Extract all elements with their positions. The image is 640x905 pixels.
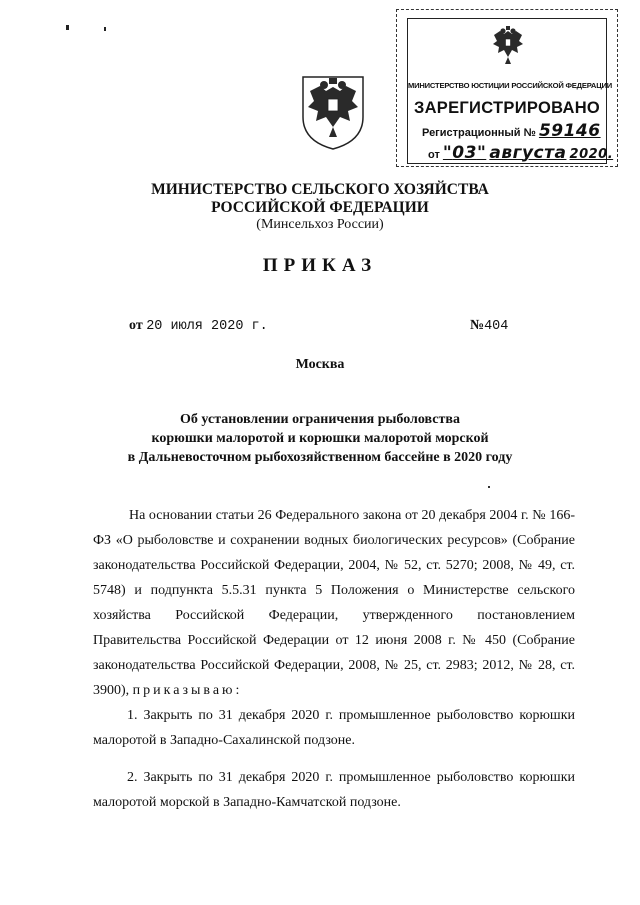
order-item-1: 1. Закрыть по 31 декабря 2020 г. промышленное рыболовство корюшки малоротой в Западно-Сахалинской подзоне. (93, 708, 575, 748)
document-body (93, 503, 575, 815)
order-date (129, 318, 268, 334)
order-number-value: 404 (484, 319, 509, 334)
stamp-registration-number (422, 121, 601, 141)
stamp-status: ЗАРЕГИСТРИРОВАНО (413, 99, 601, 117)
stamp-date-prefix: от (428, 149, 440, 161)
order-item-2: 2. Закрыть по 31 декабря 2020 г. промышленное рыболовство корюшки малоротой морской в Западно-Камчатской подзоне. (93, 770, 575, 810)
stamp-registration-label: Регистрационный № (422, 127, 536, 139)
subject-line2: корюшки малоротой и корюшки малоротой морской (151, 431, 489, 446)
intro-text: На основании статьи 26 Федерального закона от 20 декабря 2004 г. № 166-ФЗ «О рыболовстве и сохранении водных биологических ресурсов» (Собрание законодательства Российской Федерации, 2004, № 52, ст. 5270; 2008, № 49, ст. 5748) и подпункта 5.5.31 пункта 5 Положения о Министерстве сельского хозяйства Российской Федерации, утвержденного постановлением Правительства Российской Федерации от 12 июня 2008 г. № 450 (Собрание законодательства Российской Федерации, 2008, № 25, ст. 2983; 2012, № 28, ст. 3900), (93, 508, 575, 698)
ministry-name-line1: МИНИСТЕРСТВО СЕЛЬСКОГО ХОЗЯЙСТВА (151, 181, 489, 198)
coat-of-arms-icon (298, 71, 368, 151)
order-number (470, 318, 508, 334)
order-number-label: № (470, 318, 485, 333)
scan-speck (488, 486, 490, 488)
stamp-date-day-value: 03 (452, 143, 477, 163)
registration-stamp (396, 9, 618, 167)
stamp-date-month: августа (489, 143, 567, 163)
stamp-registration-date (428, 143, 613, 163)
document-type-title: ПРИКАЗ (262, 255, 378, 276)
subject-line3: в Дальневосточном рыбохозяйственном бассейне в 2020 году (127, 450, 513, 465)
stamp-ministry-name: МИНИСТЕРСТВО ЮСТИЦИИ РОССИЙСКОЙ ФЕДЕРАЦИИ (408, 81, 613, 90)
subject-line1: Об установлении ограничения рыболовства (180, 412, 460, 427)
stamp-date-year: 2020. (569, 147, 614, 162)
scan-speck (104, 27, 106, 31)
decree-word: приказываю: (132, 683, 243, 698)
city-name: Москва (295, 357, 345, 372)
ministry-name-line2: РОССИЙСКОЙ ФЕДЕРАЦИИ (211, 199, 429, 216)
registration-stamp-frame (407, 18, 614, 164)
stamp-date-day: "03" (442, 143, 487, 163)
ministry-short-name: (Минсельхоз России) (256, 217, 384, 232)
scan-speck (66, 25, 69, 30)
intro-paragraph (93, 503, 575, 703)
order-date-value: 20 июля 2020 г. (146, 319, 268, 334)
stamp-coat-of-arms-icon (490, 25, 526, 67)
stamp-registration-value: 59146 (538, 121, 601, 141)
order-date-label: от (129, 318, 143, 333)
